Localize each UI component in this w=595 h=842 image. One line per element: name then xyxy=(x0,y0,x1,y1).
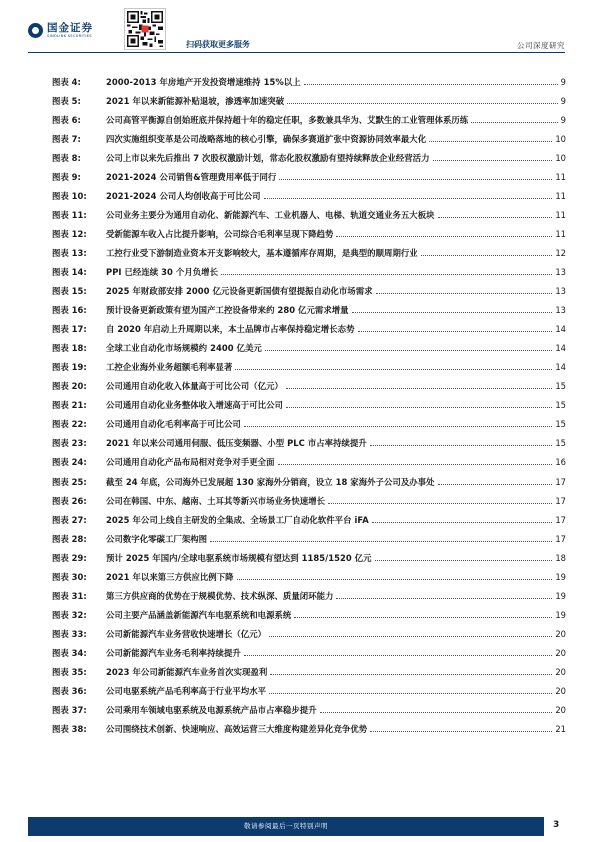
toc-page-number: 17 xyxy=(555,495,566,506)
toc-dot-leader xyxy=(235,362,552,370)
toc-page-number: 10 xyxy=(555,133,566,144)
toc-dot-leader xyxy=(320,705,553,713)
toc-figure-title: 2021 年以来第三方供应比例下降 xyxy=(106,571,234,582)
toc-page-number: 18 xyxy=(555,552,566,563)
toc-dot-leader xyxy=(328,496,552,504)
toc-figure-title: 公司乘用车领域电驱系统及电源系统产品市占率稳步提升 xyxy=(106,705,317,716)
toc-page-number: 13 xyxy=(555,305,566,316)
toc-page-number: 14 xyxy=(555,343,566,354)
toc-figure-title: 2025 年公司上线自主研发的全集成、全场景工厂自动化软件平台 iFA xyxy=(106,514,369,525)
toc-figure-title: 四次实施组织变革是公司战略落地的核心引擎，确保多赛道扩张中资源协同效率最大化 xyxy=(106,133,427,144)
toc-figure-title: 公司在韩国、中东、越南、土耳其等新兴市场业务快速增长 xyxy=(106,495,326,506)
toc-figure-label: 图表 12: xyxy=(52,228,87,239)
toc-figure-label: 图表 16: xyxy=(52,305,87,316)
toc-dot-leader xyxy=(221,267,552,275)
toc-figure-title: 预计 2025 年国内/全球电驱系统市场规模有望达到 1185/1520 亿元 xyxy=(106,552,372,563)
toc-figure-title: 公司新能源汽车业务毛利率持续提升 xyxy=(106,647,241,658)
toc-figure-label: 图表 14: xyxy=(52,266,87,277)
toc-entry[interactable] xyxy=(52,396,566,415)
toc-figure-title: 2021-2024 公司人均创收高于可比公司 xyxy=(106,190,261,201)
toc-dot-leader xyxy=(278,457,553,465)
header-divider xyxy=(28,52,565,53)
toc-figure-title: 第三方供应商的优势在于规模优势、技术纵深、质量闭环能力 xyxy=(106,590,334,601)
toc-dot-leader xyxy=(294,610,552,618)
toc-figure-label: 图表 13: xyxy=(52,247,87,258)
toc-page-number: 20 xyxy=(555,647,566,658)
toc-dot-leader xyxy=(471,115,557,123)
toc-page-number: 15 xyxy=(555,419,566,430)
toc-figure-label: 图表 5: xyxy=(52,95,81,106)
toc-entry[interactable] xyxy=(52,129,566,148)
toc-entry[interactable] xyxy=(52,605,566,624)
toc-figure-title: 受新能源车收入占比提升影响，公司综合毛利率呈现下降趋势 xyxy=(106,228,334,239)
toc-dot-leader xyxy=(438,477,553,485)
toc-page-number: 21 xyxy=(555,724,566,735)
toc-page-number: 17 xyxy=(555,476,566,487)
toc-dot-leader xyxy=(269,629,552,637)
toc-figure-title: PPI 已经连续 30 个月负增长 xyxy=(106,266,219,277)
toc-entry[interactable] xyxy=(52,186,566,205)
toc-figure-title: 公司围绕技术创新、快速响应、高效运营三大维度构建差异化竞争优势 xyxy=(106,724,368,735)
toc-page-number: 13 xyxy=(555,286,566,297)
toc-dot-leader xyxy=(244,648,553,656)
toc-figure-title: 公司通用自动化业务整体收入增速高于可比公司 xyxy=(106,400,283,411)
toc-figure-label: 图表 18: xyxy=(52,343,87,354)
scan-for-services-text: 扫码获取更多服务 xyxy=(186,40,250,49)
toc-entry[interactable] xyxy=(52,720,566,739)
toc-figure-title: 公司高管平衡源自创始班底并保持超十年的稳定任职，多数兼具华为、艾默生的工业管理体系历练 xyxy=(106,114,469,125)
toc-entry[interactable] xyxy=(52,282,566,301)
toc-page-number: 11 xyxy=(555,209,566,220)
toc-figure-label: 图表 24: xyxy=(52,457,87,468)
toc-entry[interactable] xyxy=(52,358,566,377)
toc-dot-leader xyxy=(269,686,552,694)
toc-figure-label: 图表 11: xyxy=(52,209,87,220)
logo-mark-icon xyxy=(28,23,43,38)
toc-entry[interactable] xyxy=(52,72,566,91)
toc-figure-label: 图表 21: xyxy=(52,400,87,411)
toc-entry[interactable] xyxy=(52,415,566,434)
toc-entry[interactable] xyxy=(52,701,566,720)
toc-dot-leader xyxy=(370,724,552,732)
toc-figure-label: 图表 26: xyxy=(52,495,87,506)
toc-dot-leader xyxy=(286,381,552,389)
toc-dot-leader xyxy=(304,77,558,85)
toc-figure-label: 图表 37: xyxy=(52,705,87,716)
toc-entry[interactable] xyxy=(52,434,566,453)
disclaimer-note: 敬请参阅最后一页特别声明 xyxy=(244,822,328,830)
toc-figure-title: 预计设备更新政策有望为国产工控设备带来约 280 亿元需求增量 xyxy=(106,305,349,316)
toc-figure-title: 2021 年以来公司通用伺服、低压变频器、小型 PLC 市占率持续提升 xyxy=(106,438,367,449)
toc-figure-title: 2023 年公司新能源汽车业务首次实现盈利 xyxy=(106,666,268,677)
toc-page-number: 20 xyxy=(555,628,566,639)
toc-figure-label: 图表 4: xyxy=(52,76,81,87)
toc-entry[interactable] xyxy=(52,586,566,605)
toc-figure-title: 公司电驱系统产品毛利率高于行业平均水平 xyxy=(106,686,267,697)
toc-page-number: 12 xyxy=(555,247,566,258)
toc-page-number: 9 xyxy=(560,95,566,106)
toc-entry[interactable] xyxy=(52,243,566,262)
toc-dot-leader xyxy=(358,324,553,332)
toc-dot-leader xyxy=(375,553,553,561)
toc-page-number: 11 xyxy=(555,171,566,182)
toc-figure-title: 公司数字化零碳工厂架构图 xyxy=(106,533,208,544)
logo-chinese-name: 国金证券 xyxy=(47,22,93,34)
toc-entry[interactable] xyxy=(52,205,566,224)
toc-dot-leader xyxy=(210,534,552,542)
toc-page-number: 16 xyxy=(555,457,566,468)
toc-page-number: 19 xyxy=(555,609,566,620)
toc-figure-label: 图表 29: xyxy=(52,552,87,563)
toc-figure-label: 图表 23: xyxy=(52,438,87,449)
toc-dot-leader xyxy=(372,515,553,523)
toc-entry[interactable] xyxy=(52,662,566,681)
toc-dot-leader xyxy=(336,229,552,237)
toc-figure-label: 图表 20: xyxy=(52,381,87,392)
toc-entry[interactable] xyxy=(52,529,566,548)
toc-figure-label: 图表 25: xyxy=(52,476,87,487)
toc-page-number: 14 xyxy=(555,362,566,373)
toc-figure-label: 图表 19: xyxy=(52,362,87,373)
toc-dot-leader xyxy=(438,210,553,218)
toc-page-number: 20 xyxy=(555,686,566,697)
toc-dot-leader xyxy=(237,572,553,580)
toc-figure-label: 图表 38: xyxy=(52,724,87,735)
toc-figure-title: 2025 年财政部安排 2000 亿元设备更新国债有望提振自动化市场需求 xyxy=(106,286,373,297)
toc-figure-title: 工控行业受下游制造业资本开支影响较大，基本遵循库存周期，是典型的顺周期行业 xyxy=(106,247,418,258)
toc-page-number: 11 xyxy=(555,190,566,201)
toc-dot-leader xyxy=(270,667,552,675)
toc-figure-label: 图表 28: xyxy=(52,533,87,544)
toc-page-number: 9 xyxy=(560,114,566,125)
toc-entry[interactable] xyxy=(52,548,566,567)
toc-figure-title: 公司通用自动化产品布局相对竞争对手更全面 xyxy=(106,457,275,468)
toc-figure-label: 图表 17: xyxy=(52,324,87,335)
toc-figure-title: 工控企业海外业务超额毛利率显著 xyxy=(106,362,233,373)
toc-dot-leader xyxy=(265,343,553,351)
toc-dot-leader xyxy=(433,153,553,161)
toc-page-number: 9 xyxy=(560,76,566,87)
toc-dot-leader xyxy=(244,419,553,427)
toc-entry[interactable] xyxy=(52,110,566,129)
toc-figure-title: 2021-2024 公司销售&管理费用率低于同行 xyxy=(106,171,277,182)
toc-dot-leader xyxy=(287,96,558,104)
toc-page-number: 15 xyxy=(555,400,566,411)
toc-dot-leader xyxy=(279,172,552,180)
toc-dot-leader xyxy=(376,286,553,294)
toc-entry[interactable] xyxy=(52,472,566,491)
toc-figure-title: 2021 年以来新能源补贴退坡，渗透率加速突破 xyxy=(106,95,285,106)
logo-english-name: SINOLINK SECURITIES xyxy=(47,34,92,38)
toc-entry[interactable] xyxy=(52,491,566,510)
toc-figure-label: 图表 27: xyxy=(52,514,87,525)
toc-figure-title: 截至 24 年底，公司海外已发展超 130 家海外分销商，设立 18 家海外子公司及办事处 xyxy=(106,476,435,487)
toc-figure-title: 公司业务主要分为通用自动化、新能源汽车、工业机器人、电梯、轨道交通业务五大板块 xyxy=(106,209,435,220)
toc-dot-leader xyxy=(264,191,553,199)
toc-figure-label: 图表 7: xyxy=(52,133,81,144)
toc-figure-label: 图表 32: xyxy=(52,609,87,620)
toc-entry[interactable] xyxy=(52,377,566,396)
toc-figure-label: 图表 33: xyxy=(52,628,87,639)
toc-entry[interactable] xyxy=(52,453,566,472)
toc-figure-title: 公司新能源汽车业务营收快速增长（亿元） xyxy=(106,628,267,639)
toc-figure-label: 图表 10: xyxy=(52,190,87,201)
toc-entry[interactable] xyxy=(52,320,566,339)
toc-page-number: 19 xyxy=(555,571,566,582)
toc-dot-leader xyxy=(352,305,553,313)
toc-dot-leader xyxy=(370,438,553,446)
toc-page-number: 15 xyxy=(555,438,566,449)
toc-figure-label: 图表 36: xyxy=(52,686,87,697)
toc-dot-leader xyxy=(429,134,552,142)
toc-figure-label: 图表 9: xyxy=(52,171,81,182)
toc-figure-label: 图表 35: xyxy=(52,666,87,677)
toc-figure-title: 公司上市以来先后推出 7 次股权激励计划，常态化股权激励有望持续释放企业经营活力 xyxy=(106,152,430,163)
toc-entry[interactable] xyxy=(52,624,566,643)
toc-page-number: 20 xyxy=(555,666,566,677)
page-number: 3 xyxy=(553,820,560,830)
page-footer xyxy=(0,817,595,842)
toc-figure-title: 2000-2013 年房地产开发投资增速维持 15%以上 xyxy=(106,76,301,87)
toc-entry[interactable] xyxy=(52,148,566,167)
toc-entry[interactable] xyxy=(52,510,566,529)
toc-figure-title: 自 2020 年启动上升周期以来，本土品牌市占率保持稳定增长态势 xyxy=(106,324,355,335)
toc-entry[interactable] xyxy=(52,224,566,243)
toc-entry[interactable] xyxy=(52,262,566,281)
toc-entry[interactable] xyxy=(52,682,566,701)
toc-figure-label: 图表 22: xyxy=(52,419,87,430)
toc-page-number: 11 xyxy=(555,228,566,239)
toc-page-number: 10 xyxy=(555,152,566,163)
figure-index-list xyxy=(52,72,566,739)
toc-entry[interactable] xyxy=(52,167,566,186)
toc-figure-label: 图表 15: xyxy=(52,286,87,297)
toc-figure-title: 公司通用自动化毛利率高于可比公司 xyxy=(106,419,241,430)
toc-figure-label: 图表 6: xyxy=(52,114,81,125)
qr-code-icon[interactable] xyxy=(124,8,166,50)
toc-page-number: 13 xyxy=(555,266,566,277)
toc-page-number: 15 xyxy=(555,381,566,392)
toc-page-number: 20 xyxy=(555,705,566,716)
toc-page-number: 19 xyxy=(555,590,566,601)
page-header xyxy=(0,0,595,62)
toc-entry[interactable] xyxy=(52,339,566,358)
company-logo xyxy=(28,22,93,39)
toc-dot-leader xyxy=(286,400,552,408)
toc-figure-label: 图表 31: xyxy=(52,590,87,601)
toc-entry[interactable] xyxy=(52,91,566,110)
toc-figure-label: 图表 30: xyxy=(52,571,87,582)
toc-figure-title: 公司通用自动化收入体量高于可比公司（亿元） xyxy=(106,381,283,392)
toc-page-number: 14 xyxy=(555,324,566,335)
toc-page-number: 17 xyxy=(555,533,566,544)
document-type-label: 公司深度研究 xyxy=(517,41,565,50)
toc-entry[interactable] xyxy=(52,643,566,662)
toc-dot-leader xyxy=(421,248,553,256)
toc-entry[interactable] xyxy=(52,301,566,320)
toc-figure-label: 图表 34: xyxy=(52,647,87,658)
toc-figure-label: 图表 8: xyxy=(52,152,81,163)
toc-page-number: 17 xyxy=(555,514,566,525)
toc-dot-leader xyxy=(336,591,552,599)
toc-entry[interactable] xyxy=(52,567,566,586)
toc-figure-title: 全球工业自动化市场规模约 2400 亿美元 xyxy=(106,343,262,354)
toc-figure-title: 公司主要产品涵盖新能源汽车电驱系统和电源系统 xyxy=(106,609,292,620)
